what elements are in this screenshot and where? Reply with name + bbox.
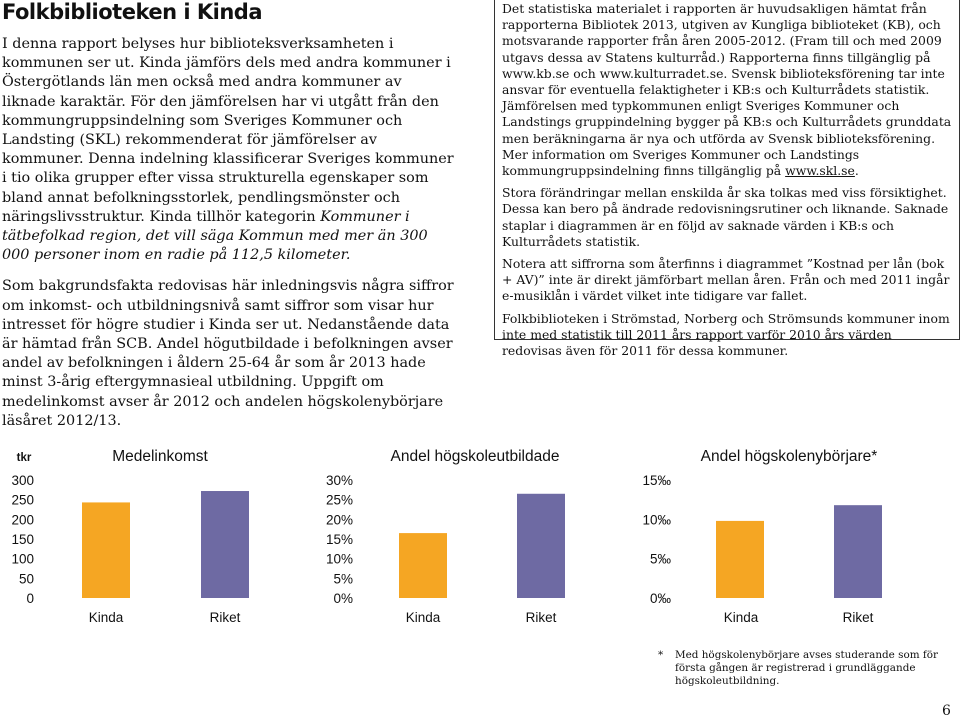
info-source-end: . bbox=[854, 163, 859, 179]
charts-area bbox=[0, 437, 960, 637]
category-label: Kinda bbox=[88, 610, 124, 625]
skl-link[interactable]: www.skl.se bbox=[785, 163, 855, 179]
y-tick-label: 25% bbox=[325, 492, 353, 508]
bar-kinda bbox=[82, 502, 130, 598]
y-tick-label: 250 bbox=[11, 492, 34, 508]
y-tick-label: 100 bbox=[11, 551, 34, 567]
y-tick-label: 15‰ bbox=[642, 473, 671, 488]
intro-paragraph-text: I denna rapport belyses hur biblioteksverksamheten i kommunen ser ut. Kinda jämförs dels med andra kommuner i Östergötlands län men också med andra kommuner av liknade karaktär. För den jämförelsen har vi utgått från den kommungruppsindelning som Sveriges Kommuner och Landsting (SKL) rekommenderat för jämförelser av kommuner. Denna indelning klassificerar Sveriges kommuner i tio olika grupper efter vissa strukturella egenskaper som bland annat befolkningsstorlek, pendlingsmönster och näringslivsstruktur. Kinda tillhör kategorin bbox=[2, 36, 454, 225]
bar-kinda bbox=[399, 533, 447, 598]
category-label: Riket bbox=[842, 610, 874, 625]
y-tick-label: 0 bbox=[26, 591, 34, 606]
background-paragraph: Som bakgrundsfakta redovisas här inledningsvis några siffror om inkomst- och utbildningsnivå samt siffror som visar hur intresset för högre studier i Kinda ser ut. Nedanstående data är hämtad från SCB. Andel högutbildade i befolkningen avser andel av befolkningen i åldern 25-64 år som år 2013 hade minst 3-årig eftergymnasieal utbildning. Uppgift om medelinkomst avser år 2012 och andelen högskolenybörjare läsåret 2012/13. bbox=[2, 278, 454, 429]
intro-paragraph bbox=[2, 35, 457, 265]
info-paragraph-cost-note: Notera att siffrorna som återfinns i diagrammet ”Kostnad per lån (bok + AV)” inte är direkt jämförbart mellan åren. Från och med 2011 ingår e-musiklån i värdet vilket inte tidigare var fallet. bbox=[502, 256, 950, 304]
footnote-text: Med högskolenybörjare avses studerande som för första gången är registrerad i grundläggande högskoleutbildning. bbox=[675, 649, 938, 687]
y-tick-label: 0‰ bbox=[649, 591, 671, 606]
page-number: 6 bbox=[942, 703, 951, 719]
y-tick-label: 50 bbox=[18, 571, 34, 587]
y-tick-label: 150 bbox=[11, 532, 34, 547]
intro-text bbox=[2, 35, 457, 443]
y-tick-label: 15% bbox=[325, 532, 353, 547]
chart-title: Medelinkomst bbox=[112, 448, 208, 465]
info-source-text: Det statistiska materialet i rapporten är huvudsakligen hämtat från rapporterna Bibliotek 2013, utgiven av Kungliga biblioteket (KB), och motsvarande rapporter från åren 2005-2012. (Fram till och med 2009 utgavs dessa av Statens kulturråd.) Rapporterna finns tillgänglig på www.kb.se och www.kulturradet.se. Svensk biblioteksförening tar inte ansvar för eventuella felaktigheter i KB:s och Kulturrådets statistik. Jämförelsen med typkommunen enligt Sveriges Kommuner och Landstings gruppindelning bygger på KB:s och Kulturrådets grunddata men beräkningarna är nya och utförda av Svensk biblioteksförening. Mer information om Sveriges Kommuner och Landstings kommungruppsindelning finns tillgänglig på bbox=[502, 1, 952, 179]
chart-unit-label: tkr bbox=[16, 452, 32, 464]
category-label: Kinda bbox=[723, 610, 759, 625]
info-paragraph-source bbox=[502, 1, 953, 179]
category-label: Riket bbox=[525, 610, 557, 625]
charts-svg bbox=[0, 437, 960, 637]
bar-riket bbox=[517, 494, 565, 598]
footnote bbox=[658, 649, 958, 688]
y-tick-label: 30% bbox=[325, 473, 353, 488]
footnote-star: * bbox=[658, 649, 664, 661]
page-title: Folkbiblioteken i Kinda bbox=[2, 0, 262, 24]
y-tick-label: 10‰ bbox=[642, 512, 671, 528]
y-tick-label: 200 bbox=[11, 512, 34, 528]
y-tick-label: 0% bbox=[333, 591, 353, 606]
intro-paragraph-italic: Kommuner i tätbefolkad region, det vill säga Kommun med mer än 300 000 personer inom en radie på 112,5 kilometer. bbox=[2, 208, 428, 264]
y-tick-label: 5% bbox=[333, 571, 353, 587]
info-paragraph-missing: Folkbiblioteken i Strömstad, Norberg och Strömsunds kommuner inom inte med statistik till 2011 års rapport varför 2010 års värden redovisas även för 2011 för dessa kommuner. bbox=[502, 310, 950, 359]
bar-kinda bbox=[716, 521, 764, 598]
bar-riket bbox=[834, 505, 882, 598]
category-label: Riket bbox=[209, 610, 241, 625]
bar-riket bbox=[201, 491, 249, 598]
info-paragraph-changes: Stora förändringar mellan enskilda år ska tolkas med viss försiktighet. Dessa kan bero på ändrade redovisningsrutiner och liknande. Saknade staplar i diagrammen är en följd av saknade värden i KB:s och Kulturrådets statistik. bbox=[502, 185, 949, 249]
y-tick-label: 300 bbox=[11, 473, 34, 488]
y-tick-label: 20% bbox=[325, 512, 353, 528]
chart-title: Andel högskolenybörjare* bbox=[700, 448, 878, 465]
chart-title: Andel högskoleutbildade bbox=[390, 448, 560, 465]
y-tick-label: 10% bbox=[325, 551, 353, 567]
info-box bbox=[494, 0, 960, 359]
category-label: Kinda bbox=[405, 610, 441, 625]
y-tick-label: 5‰ bbox=[649, 551, 671, 567]
